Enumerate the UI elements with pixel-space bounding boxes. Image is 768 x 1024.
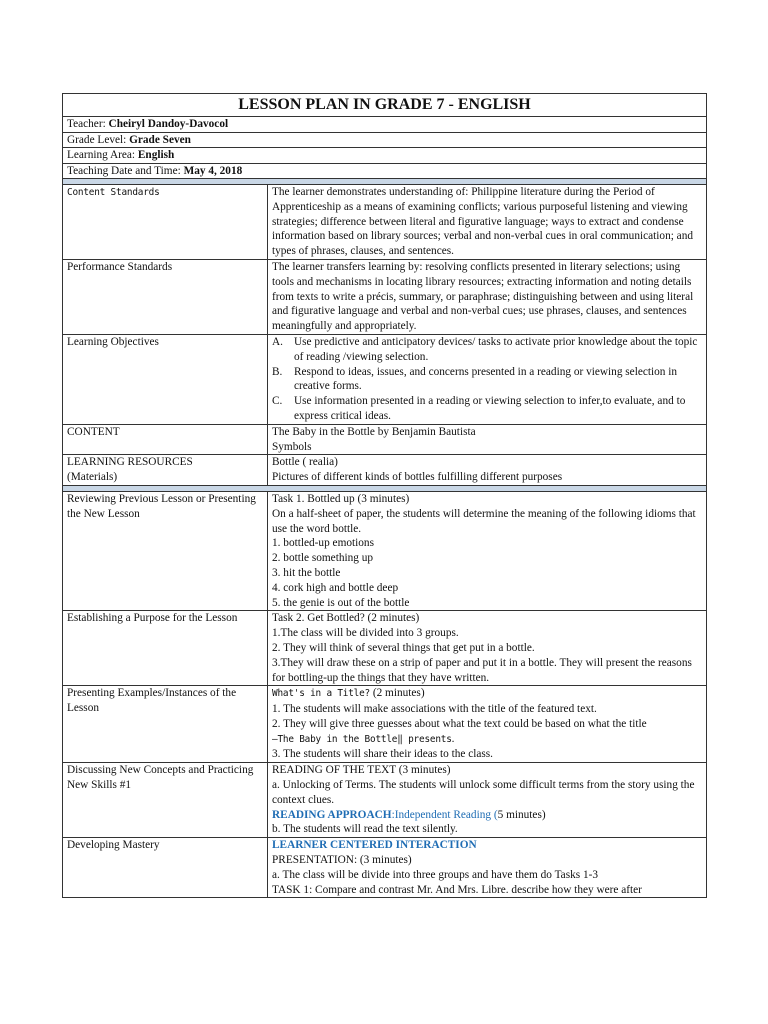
establishing-row: [63, 611, 707, 686]
presenting-line: 1. The students will make associations with the title of the featured text.: [272, 703, 597, 716]
performance-standards-label: Performance Standards: [63, 259, 268, 334]
discussing-line: a. Unlocking of Terms. The students will unlock some difficult terms from the story using the context clues.: [272, 779, 695, 806]
list-item: A. Use predictive and anticipatory devices/ tasks to activate prior knowledge about the topic of reading /viewing selection.: [272, 335, 698, 363]
learning-objectives-label: Learning Objectives: [63, 334, 268, 424]
info-row-grade-level: [63, 132, 707, 148]
developing-line: PRESENTATION: (3 minutes): [272, 854, 412, 867]
reviewing-label: Reviewing Previous Lesson or Presenting the New Lesson: [63, 491, 268, 610]
content-standards-row: [63, 185, 707, 260]
objectives-list: [272, 335, 702, 424]
developing-line: TASK 1: Compare and contrast Mr. And Mrs. Libre. describe how they were after: [272, 883, 642, 896]
teacher-value: Cheiryl Dandoy-Davocol: [108, 118, 229, 130]
grade-level-label: Grade Level:: [67, 133, 130, 146]
content-row: [63, 424, 707, 455]
establishing-line: 3.They will draw these on a strip of paper and put it in a bottle. They will present the reasons for bottling-up the things that they have written.: [272, 656, 692, 684]
reviewing-line: 5. the genie is out of the bottle: [272, 596, 410, 609]
reviewing-line: 3. hit the bottle: [272, 566, 341, 579]
reading-approach-value: :Independent Reading (: [391, 808, 498, 821]
content-line: The Baby in the Bottle by Benjamin Bautista: [272, 425, 476, 438]
discussing-label: Discussing New Concepts and Practicing New Skills #1: [63, 763, 268, 838]
reviewing-row: [63, 491, 707, 610]
teaching-date-label: Teaching Date and Time:: [67, 164, 184, 177]
content-label: CONTENT: [63, 424, 268, 455]
developing-row: [63, 838, 707, 898]
performance-standards-row: [63, 259, 707, 334]
grade-level-value: Grade Seven: [129, 133, 191, 146]
establishing-label: Establishing a Purpose for the Lesson: [63, 611, 268, 686]
performance-standards-text: The learner transfers learning by: resolving conflicts presented in literary selections; using tools and mechanisms in locating library resources; extracting information and noting details from texts to write a précis, summary, or paraphrase; distinguishing between and using literal and figurative language and verbal and non-verbal cues; use phrases, clauses, and sentences meaningfully and appropriately.: [268, 259, 707, 334]
presenting-label: Presenting Examples/Instances of the Lesson: [63, 686, 268, 763]
reviewing-line: 4. cork high and bottle deep: [272, 581, 399, 594]
establishing-line: 1.The class will be divided into 3 groups.: [272, 627, 459, 640]
title-row: [63, 94, 707, 117]
info-row-learning-area: [63, 148, 707, 164]
discussing-row: Discussing New Concepts and Practicing New Skills #1 READING OF THE TEXT (3 minutes) a. Unlocking of Terms. The students will unlock some difficult terms from the story using the context clues. READING APPROACH:Independent Reading (5 minutes) b. The students will read the text silently.: [63, 763, 707, 838]
establishing-line: Task 2. Get Bottled? (2 minutes): [272, 612, 420, 625]
discussing-line: b. The students will read the text silently.: [272, 823, 458, 836]
presenting-row: Presenting Examples/Instances of the Lesson What's in a Title? (2 minutes) 1. The students will make associations with the title of the featured text. 2. They will give three guesses about what the text could be based on what the title —The Baby in the Bottle‖ presents. 3. The students will share their ideas to the class.: [63, 686, 707, 763]
reviewing-line: 2. bottle something up: [272, 552, 374, 565]
teacher-label: Teacher:: [67, 118, 109, 130]
info-row-teacher: [63, 117, 707, 133]
resource-line: Pictures of different kinds of bottles fulfilling different purposes: [272, 471, 563, 484]
reviewing-line: Task 1. Bottled up (3 minutes): [272, 492, 410, 505]
learning-objectives-row: [63, 334, 707, 424]
presenting-line: 2. They will give three guesses about what the text could be based on what the title: [272, 717, 647, 730]
presenting-heading: What's in a Title?: [272, 688, 370, 700]
learning-resources-row: [63, 455, 707, 486]
content-standards-text: The learner demonstrates understanding of: Philippine literature during the Period of Apprenticeship as a means of examining conflicts; various purposeful listening and viewing strategies; difference between literal and figurative language; ways to extract and condense information based on library sources; verbal and non-verbal cues in oral communication; and types of phrases, clauses, and sentences.: [268, 185, 707, 260]
learning-resources-label: LEARNING RESOURCES: [67, 456, 193, 469]
presenting-title-quote: —The Baby in the Bottle‖ presents: [272, 733, 452, 745]
list-item: B. Respond to ideas, issues, and concerns presented in a reading or viewing selection in creative forms.: [272, 365, 678, 393]
reviewing-line: 1. bottled-up emotions: [272, 537, 374, 550]
presenting-line: 3. The students will share their ideas to the class.: [272, 748, 493, 761]
teaching-date-value: May 4, 2018: [183, 164, 243, 177]
discussing-line: READING OF THE TEXT (3 minutes): [272, 764, 451, 777]
page-title: LESSON PLAN IN GRADE 7 - ENGLISH: [63, 94, 707, 117]
list-item: C. Use information presented in a reading or viewing selection to infer,to evaluate, and to express critical ideas.: [272, 395, 686, 422]
reviewing-line: On a half-sheet of paper, the students will determine the meaning of the following idioms that use the word bottle.: [272, 507, 696, 535]
reading-approach-label: READING APPROACH: [272, 808, 392, 821]
developing-label: Developing Mastery: [63, 838, 268, 898]
lesson-plan-page: [62, 93, 707, 898]
developing-heading: LEARNER CENTERED INTERACTION: [272, 839, 477, 852]
info-row-teaching-date: [63, 163, 707, 179]
lesson-plan-table: [62, 93, 707, 898]
learning-area-label: Learning Area:: [67, 149, 138, 161]
resource-line: Bottle ( realia): [272, 456, 338, 469]
learning-area-value: English: [137, 149, 175, 161]
content-line: Symbols: [272, 440, 312, 453]
content-standards-label: Content Standards: [67, 187, 160, 198]
developing-line: a. The class will be divide into three groups and have them do Tasks 1-3: [272, 868, 599, 881]
learning-resources-sublabel: (Materials): [67, 471, 118, 484]
establishing-line: 2. They will think of several things that get put in a bottle.: [272, 641, 535, 654]
